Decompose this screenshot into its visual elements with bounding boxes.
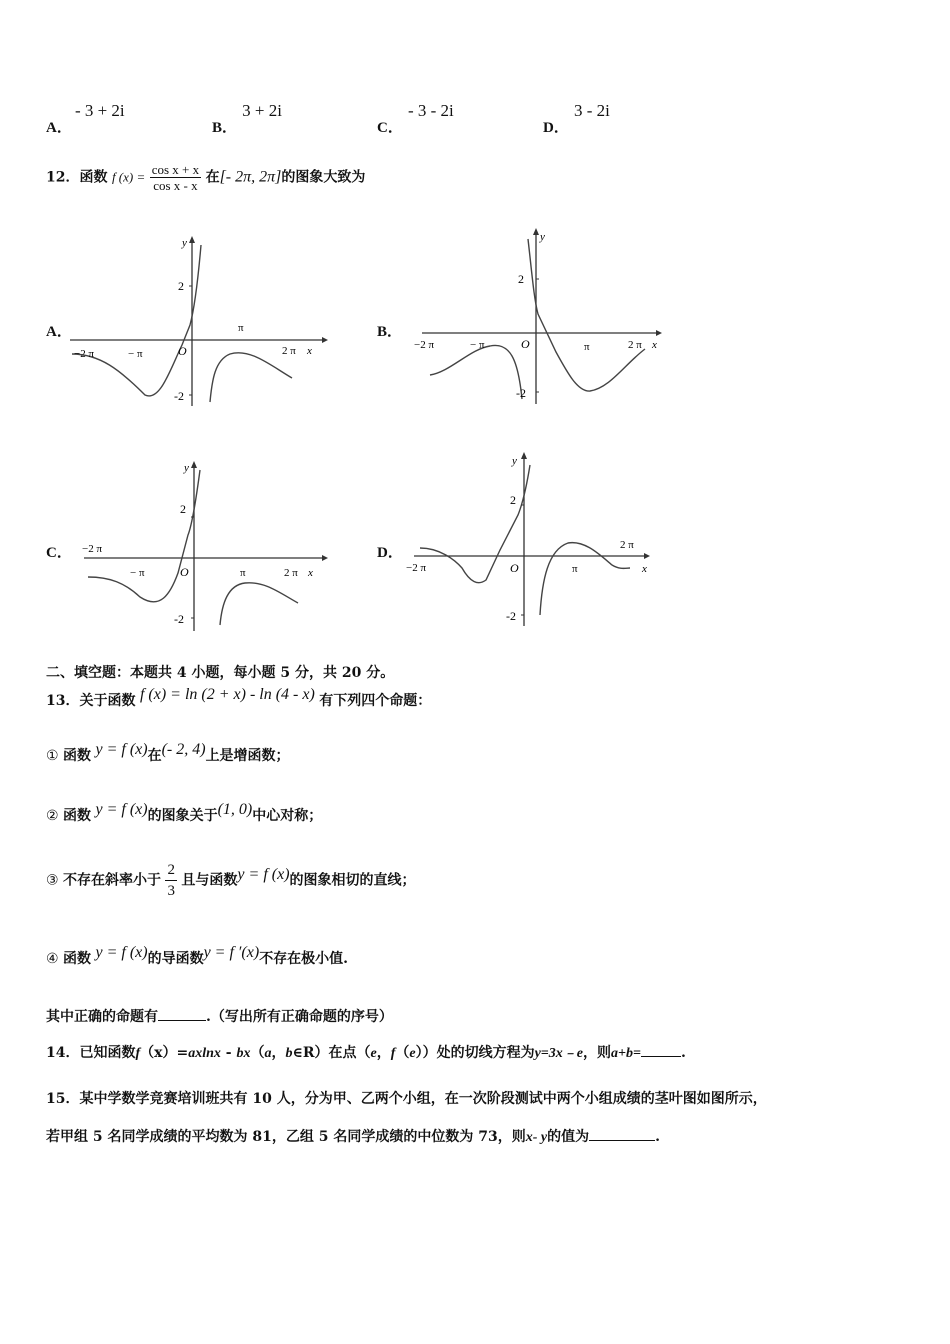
q12-suffix: 的图象大致为 [281,169,366,186]
curve-right [220,583,298,625]
question-number: 14． [46,1045,80,1061]
item-math-2: (1, 0) [217,801,253,818]
item-text-2: 的图象关于 [147,808,218,824]
y-arrow [189,236,195,243]
xtick-neg2pi: −2 π [414,339,435,351]
xtick-neg2pi: −2 π [406,562,427,574]
curve-left [72,245,201,396]
item-text-2: 的导函数 [147,951,204,967]
item-text-3: 的图象相切的直线； [289,872,416,889]
q12-interval: [- 2π, 2π] [219,168,282,186]
x-arrow [644,553,650,559]
ytick-top: 2 [178,279,184,293]
q14-text: . [680,1045,686,1061]
option-letter: A． [46,120,72,136]
graph-letter-d[interactable]: D． [377,545,403,561]
item-text-1: 函数 [63,808,92,824]
x-arrow [322,337,328,343]
xtick-2pi: 2 π [628,339,642,351]
q13-formula: f (x) = ln (2 + x) - ln (4 - x) [139,686,315,703]
q13-prefix: 关于函数 [79,693,136,709]
q14-math: f [135,1046,141,1061]
item-math-1: y = f (x) [95,944,148,961]
y-arrow [521,452,527,459]
conclusion-post: .（写出所有正确命题的序号） [206,1009,393,1025]
q15-math: x- y [525,1130,548,1145]
x-label: x [652,339,657,351]
curve-right [210,353,292,402]
origin-label: O [510,561,519,575]
option-letter: C． [377,120,403,136]
item-mark: ② [46,808,59,824]
item-text-2: 在 [147,748,162,764]
q14-text: ））处的切线方程为 [415,1045,535,1061]
curve-right [528,239,645,391]
q14-text: ， [376,1045,391,1061]
q13-stem [46,686,432,710]
q13-conclusion [46,1006,393,1026]
question-number: 12． [46,169,80,186]
graph-letter-b[interactable]: B． [377,324,403,340]
option-value: - 3 - 2i [407,101,454,120]
item-text-1: 函数 [63,748,92,764]
q15-line-2 [46,1126,660,1146]
q14-math: a+b= [611,1046,641,1061]
y-label: y [512,455,517,467]
x-label: x [308,567,313,579]
q11-option-c[interactable] [377,100,454,136]
q14-math: e [370,1046,377,1061]
item-mark: ③ [46,872,59,889]
q15-text: 的值为 [547,1129,590,1145]
curve-left [430,345,522,399]
q12-fraction [150,162,201,193]
q14-math: bx [236,1046,251,1061]
ytick-top: 2 [180,502,186,516]
q11-option-d[interactable] [543,100,610,136]
graph-c[interactable] [70,455,330,635]
q14-text: ， [271,1045,286,1061]
xtick-pi: π [238,322,244,334]
y-label: y [540,231,545,243]
xtick-neg2pi: −2 π [74,348,95,360]
q15-line-1 [46,1088,767,1108]
item-text-1: 函数 [63,951,92,967]
y-label: y [182,237,187,249]
fraction-denominator: 3 [167,883,175,899]
question-number: 15． [46,1091,80,1107]
q12-denominator: cos x - x [153,178,198,193]
item-math-2: y = f (x) [237,865,290,883]
q13-item-2 [46,801,323,825]
xtick-negpi: − π [130,567,145,579]
xtick-2pi: 2 π [620,539,634,551]
q14-math: axlnx [188,1046,221,1061]
q12-mid: 在 [205,169,220,186]
x-arrow [656,330,662,336]
q14-text: （x）= [140,1045,189,1061]
q14-text: ∈R）在点（ [292,1045,371,1061]
graph-d[interactable] [400,450,662,630]
xtick-pi: π [240,567,246,579]
item-math-2: (- 2, 4) [161,741,206,758]
graph-letter-a[interactable]: A． [46,324,72,340]
ytick-bottom: -2 [174,612,184,626]
item-text-3: 中心对称； [252,808,323,824]
item-math-2: y = f ′(x) [203,944,260,961]
q14-text: - [220,1045,237,1061]
fraction-numerator: 2 [165,860,177,881]
xtick-neg2pi: −2 π [82,543,103,555]
q12-prefix: 函数 [79,169,108,186]
ytick-bottom: -2 [516,386,526,400]
q12-func-name: f (x) = [111,169,146,185]
item-text-1: 不存在斜率小于 [63,872,162,889]
curve-left [88,470,200,602]
option-letter: B． [212,120,238,136]
q14-text: （ [250,1045,265,1061]
graph-letter-c[interactable]: C． [46,545,72,561]
y-label: y [184,462,189,474]
q14-math: b [285,1046,293,1061]
q13-suffix: 有下列四个命题： [319,693,432,709]
q11-option-b[interactable] [212,100,282,136]
xtick-2pi: 2 π [282,345,296,357]
q13-item-3 [46,860,416,901]
x-label: x [642,563,647,575]
q14-math: e [409,1046,416,1061]
option-value: - 3 + 2i [74,101,125,120]
item-text-3: 上是增函数； [205,748,290,764]
xtick-2pi: 2 π [284,567,298,579]
xtick-negpi: − π [470,339,485,351]
q15-text: 某中学数学竞赛培训班共有 10 人，分为甲、乙两个小组，在一次阶段测试中两个小组成绩的茎叶图如图所示， [79,1091,767,1107]
q13-item-1 [46,741,290,765]
origin-label: O [180,565,189,579]
q13-item-4 [46,944,349,968]
item-math-1: y = f (x) [95,741,148,758]
option-value: 3 + 2i [242,101,282,120]
q14-math: a [264,1046,272,1061]
q14-text: （ [395,1045,410,1061]
option-value: 3 - 2i [573,101,610,120]
item-text-3: 不存在极小值. [259,951,349,967]
q14-math: y=3x﹣e [534,1046,583,1061]
xtick-pi: π [572,563,578,575]
item-mark: ① [46,748,59,764]
q11-option-a[interactable] [46,100,125,136]
q14-text: ，则 [583,1045,611,1061]
graph-b[interactable] [410,224,670,406]
question-number: 13． [46,693,80,709]
q12-numerator: cos x + x [151,162,200,177]
item-fraction [165,860,177,901]
q15-end: . [655,1129,660,1145]
x-label: x [307,345,312,357]
q12-stem [46,162,365,193]
section-heading: 二、填空题：本题共 4 小题，每小题 5 分，共 20 分。 [46,665,395,681]
curve-right [540,543,630,615]
origin-label: O [178,344,187,358]
answer-blank[interactable] [158,1020,206,1021]
ytick-bottom: -2 [506,609,516,623]
answer-blank[interactable] [589,1140,655,1141]
xtick-pi: π [584,341,590,353]
q14-text: 已知函数 [79,1045,136,1061]
origin-label: O [521,337,530,351]
option-letter: D． [543,120,569,136]
graph-a[interactable] [70,230,330,410]
ytick-top: 2 [510,493,516,507]
q15-text: 若甲组 5 名同学成绩的平均数为 81，乙组 5 名同学成绩的中位数为 73，则 [46,1129,526,1145]
item-mark: ④ [46,951,59,967]
y-arrow [191,461,197,468]
item-math-1: y = f (x) [95,801,148,818]
conclusion-pre: 其中正确的命题有 [46,1009,158,1025]
ytick-top: 2 [518,272,524,286]
x-arrow [322,555,328,561]
item-text-2: 且与函数 [181,872,238,889]
q14-math: f [390,1046,396,1061]
xtick-negpi: − π [128,348,143,360]
answer-blank[interactable] [641,1056,681,1057]
y-arrow [533,228,539,235]
ytick-bottom: -2 [174,389,184,403]
q14 [46,1042,686,1062]
